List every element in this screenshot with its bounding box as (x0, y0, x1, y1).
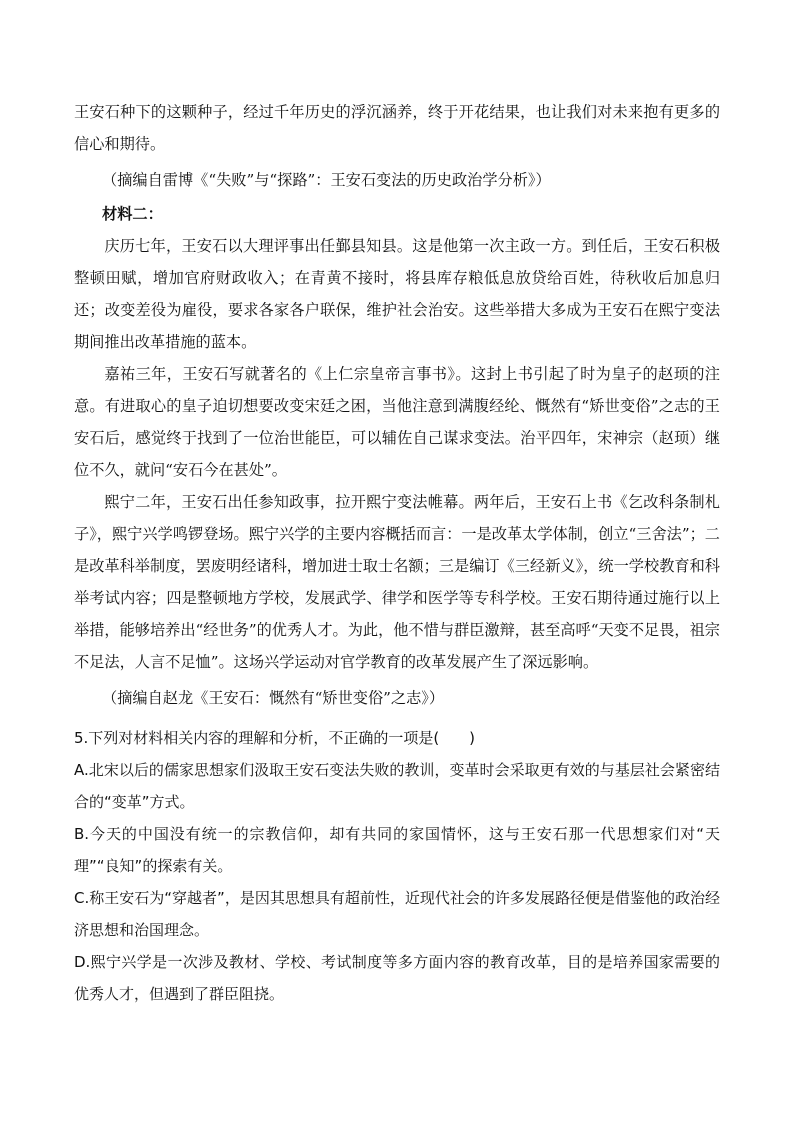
source-citation-2: （摘编自赵龙《王安石：慨然有“矫世变俗”之志》） (102, 689, 445, 707)
passage-paragraph-2: 庆历七年，王安石以大理评事出任鄞县知县。这是他第一次主政一方。到任后，王安石积极整顿田赋，增加官府财政收入；在青黄不接时，将县库存粮低息放贷给百姓，待秋收后加息归还；改变差役为雇役，要求各家各户联保，维护社会治安。这些举措大多成为王安石在熙宁变法期间推出改革措施的蓝本。 (74, 237, 720, 351)
source-citation-1: （摘编自雷博《“失败”与“探路”：王安石变法的历史政治学分析》） (102, 171, 551, 189)
material-2-heading: 材料二： (102, 205, 163, 223)
passage-paragraph-3: 嘉祐三年，王安石写就著名的《上仁宗皇帝言事书》。这封上书引起了时为皇子的赵顼的注意。有进取心的皇子迫切想要改变宋廷之困，当他注意到满腹经纶、慨然有“矫世变俗”之志的王安石后，感觉终于找到了一位治世能臣，可以辅佐自己谋求变法。治平四年，宋神宗（赵顼）继位不久，就问“安石今在甚处”。 (74, 365, 720, 479)
option-b[interactable]: B.今天的中国没有统一的宗教信仰，却有共同的家国情怀，这与王安石那一代思想家们对“天理”“良知”的探索有关。 (74, 825, 720, 875)
option-a[interactable]: A.北宋以后的儒家思想家们汲取王安石变法失败的教训，变革时会采取更有效的与基层社会紧密结合的“变革”方式。 (74, 761, 720, 811)
passage-paragraph-1: 王安石种下的这颗种子，经过千年历史的浮沉涵养，终于开花结果，也让我们对未来抱有更多的信心和期待。 (74, 103, 720, 153)
option-c[interactable]: C.称王安石为“穿越者”，是因其思想具有超前性，近现代社会的许多发展路径便是借鉴他的政治经济思想和治国理念。 (74, 889, 720, 939)
option-d[interactable]: D.熙宁兴学是一次涉及教材、学校、考试制度等多方面内容的教育改革，目的是培养国家需要的优秀人才，但遇到了群臣阻挠。 (74, 953, 720, 1003)
passage-paragraph-4: 熙宁二年，王安石出任参知政事，拉开熙宁变法帷幕。两年后，王安石上书《乞改科条制札子》，熙宁兴学鸣锣登场。熙宁兴学的主要内容概括而言：一是改革太学体制，创立“三舍法”；二是改革科举制度，罢废明经诸科，增加进士取士名额；三是编订《三经新义》，统一学校教育和科举考试内容；四是整顿地方学校，发展武学、律学和医学等专科学校。王安石期待通过施行以上举措，能够培养出“经世务”的优秀人才。为此，他不惜与群臣激辩，甚至高呼“天变不足畏，祖宗不足法，人言不足恤”。这场兴学运动对官学教育的改革发展产生了深远影响。 (74, 493, 720, 671)
question-stem: 5.下列对材料相关内容的理解和分析，不正确的一项是( ) (74, 729, 476, 747)
